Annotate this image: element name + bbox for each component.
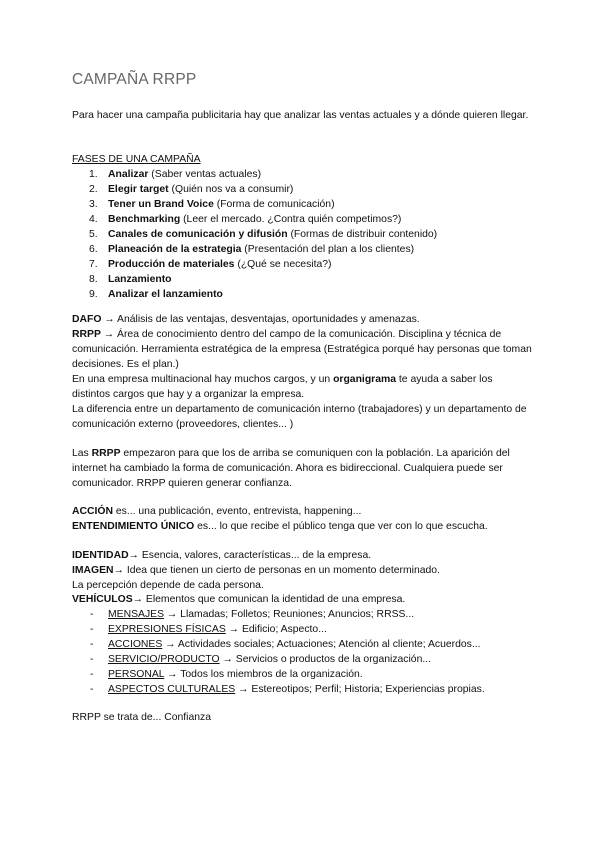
phase-term: Producción de materiales xyxy=(108,259,235,270)
vehiculos-term: VEHÍCULOS xyxy=(72,594,133,605)
phase-item xyxy=(72,182,532,197)
vehicle-desc: → Todos los miembros de la organización. xyxy=(164,669,363,680)
imagen-desc: → Idea que tienen un cierto de personas en un momento determinado. xyxy=(113,565,440,576)
vehicle-term: ACCIONES xyxy=(108,639,163,650)
rrpp-desc: → Área de conocimiento dentro del campo de la comunicación. Disciplina y técnica de comunicación. Herramienta estratégica de la empresa (Estratégica porqué hay personas que toman decisiones. Es el plan.) xyxy=(72,329,532,370)
phase-number: 7. xyxy=(89,259,98,270)
phases-heading: FASES DE UNA CAMPAÑA xyxy=(72,154,201,165)
imagen-term: IMAGEN xyxy=(72,565,114,576)
phase-number: 4. xyxy=(89,214,98,225)
accion-definition xyxy=(72,504,532,519)
phase-desc: (Saber ventas actuales) xyxy=(148,169,262,180)
vehicle-item xyxy=(72,607,532,622)
phase-term: Benchmarking xyxy=(108,214,181,225)
identidad-definition xyxy=(72,548,532,563)
phase-term: Analizar xyxy=(108,169,149,180)
phases-list xyxy=(72,167,532,302)
vehicle-item xyxy=(72,622,532,637)
dash-bullet: - xyxy=(90,684,94,695)
rrpp-definition xyxy=(72,327,532,372)
phase-item xyxy=(72,197,532,212)
vehicle-desc: → Servicios o productos de la organización... xyxy=(219,654,432,665)
rrpp-term: RRPP xyxy=(72,329,101,340)
dash-bullet: - xyxy=(90,624,94,635)
phase-term: Analizar el lanzamiento xyxy=(108,289,223,300)
multinacional-paragraph xyxy=(72,372,532,402)
phase-number: 5. xyxy=(89,229,98,240)
origen-before: Las xyxy=(72,448,92,459)
imagen-definition xyxy=(72,563,532,578)
vehiculos-definition xyxy=(72,592,532,607)
phase-term: Tener un Brand Voice xyxy=(108,199,214,210)
multinacional-before: En una empresa multinacional hay muchos cargos, y un xyxy=(72,374,334,385)
phase-term: Lanzamiento xyxy=(108,274,172,285)
phase-number: 9. xyxy=(89,289,98,300)
phase-item xyxy=(72,272,532,287)
vehicle-desc: → Llamadas; Folletos; Reuniones; Anuncios; RRSS... xyxy=(164,609,415,620)
phase-item xyxy=(72,227,532,242)
accion-term: ACCIÓN xyxy=(72,506,113,517)
phase-desc: (Formas de distribuir contenido) xyxy=(287,229,438,240)
phase-number: 6. xyxy=(89,244,98,255)
phase-item xyxy=(72,242,532,257)
vehicle-term: ASPECTOS CULTURALES xyxy=(108,684,236,695)
vehicle-desc: → Edificio; Aspecto... xyxy=(225,624,327,635)
vehicle-term: PERSONAL xyxy=(108,669,165,680)
vehicle-term: SERVICIO/PRODUCTO xyxy=(108,654,220,665)
entendimiento-desc: es... lo que recibe el público tenga que ver con lo que escucha. xyxy=(194,521,488,532)
entendimiento-term: ENTENDIMIENTO ÚNICO xyxy=(72,521,195,532)
vehicle-item xyxy=(72,667,532,682)
phase-desc: (Presentación del plan a los clientes) xyxy=(241,244,415,255)
origen-term: RRPP xyxy=(91,448,121,459)
phase-term: Elegir target xyxy=(108,184,169,195)
phase-desc: (¿Qué se necesita?) xyxy=(234,259,332,270)
organigrama-term: organigrama xyxy=(333,374,396,385)
identidad-desc: → Esencia, valores, características... de la empresa. xyxy=(128,550,372,561)
vehiculos-desc: → Elementos que comunican la identidad de una empresa. xyxy=(132,594,406,605)
dafo-term: DAFO xyxy=(72,314,102,325)
document-title: CAMPAÑA RRPP xyxy=(72,71,197,88)
departamentos-paragraph: La diferencia entre un departamento de comunicación interno (trabajadores) y un departamento de comunicación externo (proveedores, clientes... ) xyxy=(72,404,527,430)
phase-term: Planeación de la estrategia xyxy=(108,244,242,255)
vehicle-desc: → Estereotipos; Perfil; Historia; Experiencias propias. xyxy=(235,684,485,695)
vehicle-item xyxy=(72,637,532,652)
vehicle-term: EXPRESIONES FÍSICAS xyxy=(108,624,226,635)
dash-bullet: - xyxy=(90,609,94,620)
closing-line: RRPP se trata de... Confianza xyxy=(72,712,211,723)
phase-item xyxy=(72,257,532,272)
vehicle-item xyxy=(72,652,532,667)
dash-bullet: - xyxy=(90,654,94,665)
phase-desc: (Forma de comunicación) xyxy=(213,199,335,210)
phase-desc: (Leer el mercado. ¿Contra quién competimos?) xyxy=(180,214,402,225)
phase-number: 2. xyxy=(89,184,98,195)
phase-item xyxy=(72,287,532,302)
multinacional-after: te ayuda a saber los distintos cargos que hay y a organizar la empresa. xyxy=(72,374,493,400)
intro-paragraph: Para hacer una campaña publicitaria hay que analizar las ventas actuales y a dónde quieren llegar. xyxy=(72,110,529,121)
phase-number: 1. xyxy=(89,169,98,180)
vehicle-desc: → Actividades sociales; Actuaciones; Atención al cliente; Acuerdos... xyxy=(162,639,481,650)
accion-desc: es... una publicación, evento, entrevista, happening... xyxy=(112,506,362,517)
entendimiento-definition xyxy=(72,519,532,534)
phase-number: 3. xyxy=(89,199,98,210)
vehicle-item xyxy=(72,682,532,697)
dash-bullet: - xyxy=(90,639,94,650)
phase-item xyxy=(72,212,532,227)
dash-bullet: - xyxy=(90,669,94,680)
vehicles-list xyxy=(72,607,532,697)
percepcion-line: La percepción depende de cada persona. xyxy=(72,580,264,591)
phase-item xyxy=(72,167,532,182)
vehicle-term: MENSAJES xyxy=(108,609,165,620)
phase-desc: (Quién nos va a consumir) xyxy=(168,184,294,195)
phase-term: Canales de comunicación y difusión xyxy=(108,229,288,240)
phase-number: 8. xyxy=(89,274,98,285)
origen-paragraph xyxy=(72,446,532,491)
dafo-definition xyxy=(72,312,532,327)
dafo-desc: → Análisis de las ventajas, desventajas, oportunidades y amenazas. xyxy=(101,314,420,325)
identidad-term: IDENTIDAD xyxy=(72,550,129,561)
origen-after: empezaron para que los de arriba se comuniquen con la población. La aparición del internet ha cambiado la forma de comunicación. Ahora es bidireccional. Cualquiera puede ser comunicador. RRPP quieren generar confianza. xyxy=(72,448,510,489)
